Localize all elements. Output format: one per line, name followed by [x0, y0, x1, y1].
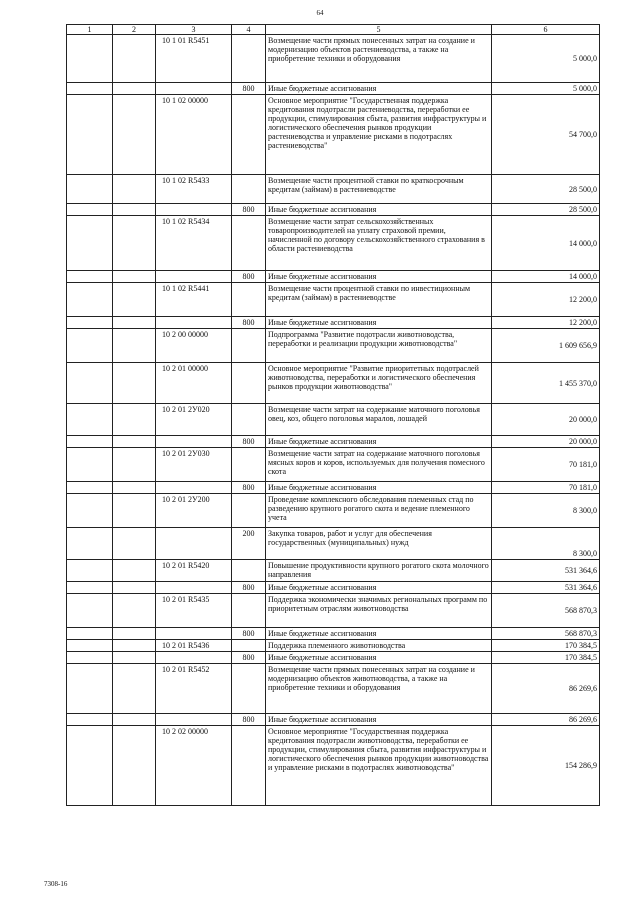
cell-empty-1: [67, 714, 113, 726]
cell-code: [156, 528, 232, 560]
cell-description: Возмещение части затрат на содержание маточного поголовья мясных коров и коров, используемых для получения помесного скота: [266, 448, 492, 482]
cell-empty-1: [67, 640, 113, 652]
cell-empty-1: [67, 216, 113, 271]
cell-code: [156, 317, 232, 329]
table-row: [67, 283, 600, 317]
cell-empty-1: [67, 628, 113, 640]
cell-empty-2: [113, 329, 156, 363]
cell-amount: 28 500,0: [492, 204, 600, 216]
cell-amount: 12 200,0: [492, 283, 600, 317]
table-row: [67, 594, 600, 628]
cell-empty-2: [113, 448, 156, 482]
cell-code: 10 2 00 00000: [156, 329, 232, 363]
cell-description: Возмещение части затрат сельскохозяйственных товаропроизводителей на уплату страховой премии, начисленной по договору сельскохозяйственного страхования в области растениеводства: [266, 216, 492, 271]
cell-amount: 531 364,6: [492, 582, 600, 594]
cell-empty-1: [67, 175, 113, 204]
cell-empty-2: [113, 363, 156, 404]
cell-empty-1: [67, 283, 113, 317]
cell-empty-1: [67, 363, 113, 404]
cell-description: Возмещение части процентной ставки по инвестиционным кредитам (займам) в растениеводстве: [266, 283, 492, 317]
table-row: [67, 329, 600, 363]
cell-amount: 568 870,3: [492, 628, 600, 640]
cell-kvr: 200: [232, 528, 266, 560]
cell-kvr: 800: [232, 582, 266, 594]
table-row: [67, 175, 600, 204]
column-header: 6: [492, 25, 600, 35]
cell-kvr: [232, 175, 266, 204]
cell-amount: 568 870,3: [492, 594, 600, 628]
cell-code: 10 2 01 R5436: [156, 640, 232, 652]
cell-amount: 70 181,0: [492, 482, 600, 494]
cell-description: Иные бюджетные ассигнования: [266, 83, 492, 95]
cell-description: Основное мероприятие "Развитие приоритетных подотраслей животноводства, переработки и логистического обеспечения рынков продукции животноводства": [266, 363, 492, 404]
cell-amount: 86 269,6: [492, 664, 600, 714]
cell-empty-2: [113, 714, 156, 726]
table-header-row: [67, 25, 600, 35]
cell-empty-1: [67, 448, 113, 482]
cell-description: Иные бюджетные ассигнования: [266, 436, 492, 448]
table-row: [67, 640, 600, 652]
table-row: [67, 363, 600, 404]
cell-kvr: 800: [232, 271, 266, 283]
cell-code: 10 2 02 00000: [156, 726, 232, 806]
cell-description: Возмещение части затрат на содержание маточного поголовья овец, коз, общего поголовья маралов, лошадей: [266, 404, 492, 436]
column-header: 5: [266, 25, 492, 35]
cell-empty-2: [113, 317, 156, 329]
table-row: [67, 628, 600, 640]
table-row: [67, 448, 600, 482]
cell-empty-2: [113, 35, 156, 83]
cell-code: 10 2 01 R5452: [156, 664, 232, 714]
cell-empty-2: [113, 283, 156, 317]
cell-amount: 154 286,9: [492, 726, 600, 806]
cell-kvr: 800: [232, 204, 266, 216]
cell-amount: 14 000,0: [492, 216, 600, 271]
cell-description: Иные бюджетные ассигнования: [266, 628, 492, 640]
cell-kvr: 800: [232, 436, 266, 448]
cell-empty-2: [113, 560, 156, 582]
cell-code: [156, 83, 232, 95]
table-row: [67, 714, 600, 726]
cell-empty-1: [67, 594, 113, 628]
cell-empty-2: [113, 726, 156, 806]
cell-empty-1: [67, 482, 113, 494]
cell-amount: 86 269,6: [492, 714, 600, 726]
cell-code: [156, 582, 232, 594]
cell-code: 10 2 01 00000: [156, 363, 232, 404]
cell-code: 10 2 01 2У020: [156, 404, 232, 436]
table-row: [67, 528, 600, 560]
cell-empty-1: [67, 582, 113, 594]
cell-description: Возмещение части процентной ставки по краткосрочным кредитам (займам) в растениеводстве: [266, 175, 492, 204]
cell-empty-2: [113, 640, 156, 652]
cell-amount: 70 181,0: [492, 448, 600, 482]
cell-amount: 12 200,0: [492, 317, 600, 329]
cell-kvr: 800: [232, 628, 266, 640]
cell-empty-1: [67, 271, 113, 283]
cell-empty-2: [113, 436, 156, 448]
table-row: [67, 664, 600, 714]
cell-description: Иные бюджетные ассигнования: [266, 652, 492, 664]
cell-kvr: 800: [232, 714, 266, 726]
cell-empty-2: [113, 175, 156, 204]
column-header: 3: [156, 25, 232, 35]
cell-empty-2: [113, 664, 156, 714]
cell-empty-1: [67, 664, 113, 714]
cell-empty-2: [113, 482, 156, 494]
cell-empty-1: [67, 726, 113, 806]
cell-code: 10 2 01 R5420: [156, 560, 232, 582]
cell-description: Иные бюджетные ассигнования: [266, 582, 492, 594]
table-row: [67, 95, 600, 175]
cell-code: 10 1 02 R5441: [156, 283, 232, 317]
cell-code: [156, 436, 232, 448]
cell-amount: 54 700,0: [492, 95, 600, 175]
cell-code: 10 2 01 2У200: [156, 494, 232, 528]
cell-kvr: [232, 494, 266, 528]
cell-kvr: [232, 35, 266, 83]
cell-description: Основное мероприятие "Государственная поддержка кредитования подотрасли животноводства, переработки ее продукции, стимулирования сбыта, развития инфраструктуры и логистического обеспечения рынков продукции животноводства и управление рисками в подотраслях животноводства": [266, 726, 492, 806]
table-row: [67, 560, 600, 582]
cell-kvr: [232, 216, 266, 271]
cell-empty-2: [113, 83, 156, 95]
cell-description: Повышение продуктивности крупного рогатого скота молочного направления: [266, 560, 492, 582]
cell-empty-2: [113, 404, 156, 436]
table-row: [67, 317, 600, 329]
cell-amount: 5 000,0: [492, 83, 600, 95]
cell-kvr: [232, 594, 266, 628]
table-row: [67, 582, 600, 594]
cell-amount: 5 000,0: [492, 35, 600, 83]
table-row: [67, 726, 600, 806]
cell-amount: 14 000,0: [492, 271, 600, 283]
cell-description: Иные бюджетные ассигнования: [266, 482, 492, 494]
cell-kvr: 800: [232, 482, 266, 494]
table-row: [67, 494, 600, 528]
cell-empty-1: [67, 35, 113, 83]
table-row: [67, 83, 600, 95]
cell-kvr: [232, 329, 266, 363]
cell-empty-1: [67, 494, 113, 528]
cell-empty-1: [67, 652, 113, 664]
cell-kvr: [232, 448, 266, 482]
cell-code: 10 1 02 R5433: [156, 175, 232, 204]
cell-code: [156, 204, 232, 216]
cell-empty-2: [113, 494, 156, 528]
cell-kvr: [232, 404, 266, 436]
cell-kvr: 800: [232, 317, 266, 329]
cell-description: Закупка товаров, работ и услуг для обеспечения государственных (муниципальных) нужд: [266, 528, 492, 560]
cell-description: Поддержка экономически значимых региональных программ по приоритетным отраслям животноводства: [266, 594, 492, 628]
cell-description: Иные бюджетные ассигнования: [266, 317, 492, 329]
cell-description: Иные бюджетные ассигнования: [266, 714, 492, 726]
cell-kvr: [232, 95, 266, 175]
table-row: [67, 35, 600, 83]
table-row: [67, 204, 600, 216]
cell-amount: 8 300,0: [492, 528, 600, 560]
cell-code: [156, 714, 232, 726]
cell-description: Иные бюджетные ассигнования: [266, 271, 492, 283]
cell-empty-2: [113, 628, 156, 640]
cell-amount: 1 609 656,9: [492, 329, 600, 363]
cell-description: Поддержка племенного животноводства: [266, 640, 492, 652]
cell-description: Подпрограмма "Развитие подотрасли животноводства, переработки и реализации продукции животноводства": [266, 329, 492, 363]
column-header: 2: [113, 25, 156, 35]
table-row: [67, 404, 600, 436]
cell-empty-2: [113, 95, 156, 175]
cell-kvr: [232, 726, 266, 806]
cell-code: 10 1 02 R5434: [156, 216, 232, 271]
cell-code: 10 2 01 2У030: [156, 448, 232, 482]
cell-code: 10 1 02 00000: [156, 95, 232, 175]
cell-empty-2: [113, 594, 156, 628]
cell-description: Проведение комплексного обследования племенных стад по разведению крупного рогатого скота и ведение племенного учета: [266, 494, 492, 528]
cell-empty-2: [113, 528, 156, 560]
cell-code: 10 2 01 R5435: [156, 594, 232, 628]
cell-code: [156, 271, 232, 283]
cell-empty-2: [113, 271, 156, 283]
cell-empty-1: [67, 560, 113, 582]
cell-empty-1: [67, 436, 113, 448]
cell-code: [156, 628, 232, 640]
cell-code: [156, 482, 232, 494]
cell-kvr: [232, 664, 266, 714]
cell-amount: 20 000,0: [492, 404, 600, 436]
table-row: [67, 436, 600, 448]
footer-code: 7308-16: [44, 880, 68, 888]
page-number: 64: [316, 9, 324, 17]
cell-kvr: 800: [232, 83, 266, 95]
cell-description: Основное мероприятие "Государственная поддержка кредитования подотрасли растениеводства, переработки ее продукции, стимулирования сбыта, развития инфраструктуры и логистического обеспечения рынков продукции растениеводства и управление рисками в подотраслях растениеводства": [266, 95, 492, 175]
cell-empty-2: [113, 582, 156, 594]
cell-empty-2: [113, 652, 156, 664]
cell-code: 10 1 01 R5451: [156, 35, 232, 83]
column-header: 1: [67, 25, 113, 35]
cell-empty-1: [67, 95, 113, 175]
cell-description: Возмещение части прямых понесенных затрат на создание и модернизацию объектов растениеводства, а также на приобретение техники и оборудования: [266, 35, 492, 83]
table-row: [67, 482, 600, 494]
cell-kvr: [232, 283, 266, 317]
cell-amount: 20 000,0: [492, 436, 600, 448]
cell-empty-1: [67, 204, 113, 216]
table-row: [67, 271, 600, 283]
cell-empty-1: [67, 317, 113, 329]
cell-empty-1: [67, 329, 113, 363]
cell-amount: 1 455 370,0: [492, 363, 600, 404]
cell-empty-1: [67, 83, 113, 95]
cell-amount: 170 384,5: [492, 640, 600, 652]
cell-description: Иные бюджетные ассигнования: [266, 204, 492, 216]
table-body: [67, 35, 600, 806]
table-row: [67, 652, 600, 664]
cell-empty-1: [67, 528, 113, 560]
cell-empty-2: [113, 204, 156, 216]
cell-empty-2: [113, 216, 156, 271]
cell-empty-1: [67, 404, 113, 436]
cell-kvr: 800: [232, 652, 266, 664]
column-header: 4: [232, 25, 266, 35]
cell-kvr: [232, 363, 266, 404]
table-row: [67, 216, 600, 271]
cell-amount: 8 300,0: [492, 494, 600, 528]
cell-kvr: [232, 560, 266, 582]
cell-amount: 170 384,5: [492, 652, 600, 664]
cell-code: [156, 652, 232, 664]
cell-kvr: [232, 640, 266, 652]
cell-description: Возмещение части прямых понесенных затрат на создание и модернизацию объектов животноводства, а также на приобретение техники и оборудования: [266, 664, 492, 714]
budget-table: [66, 24, 600, 806]
cell-amount: 28 500,0: [492, 175, 600, 204]
cell-amount: 531 364,6: [492, 560, 600, 582]
